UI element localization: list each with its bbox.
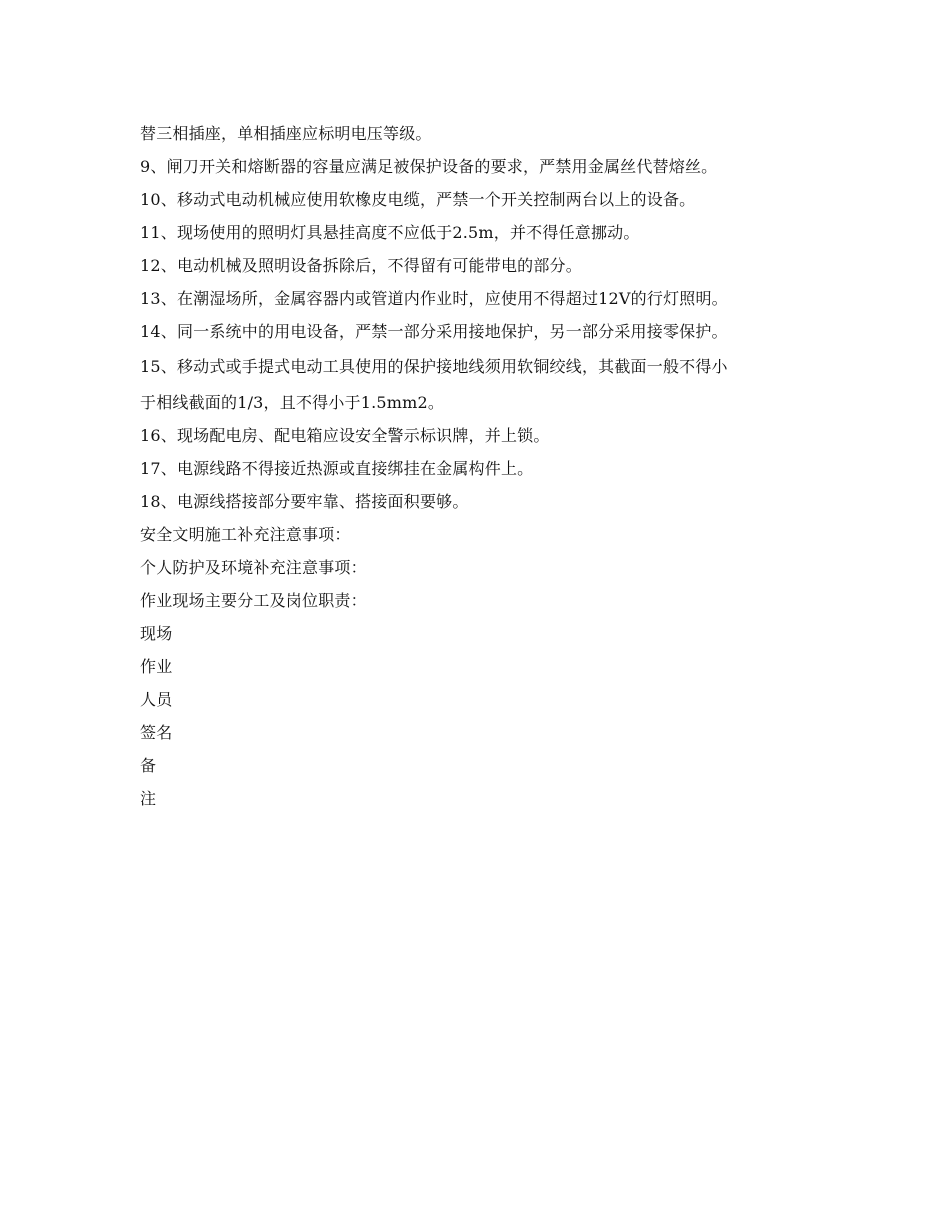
rule-item-13: 13、在潮湿场所，金属容器内或管道内作业时，应使用不得超过12V的行灯照明。 <box>140 289 728 308</box>
rule-item-17: 17、电源线路不得接近热源或直接绑挂在金属构件上。 <box>140 459 534 478</box>
text-line: 替三相插座，单相插座应标明电压等级。 <box>140 124 432 143</box>
rule-item-15-continued: 于相线截面的1/3，且不得小于1.5mm2。 <box>140 393 445 412</box>
section-heading-safety: 安全文明施工补充注意事项： <box>140 525 351 544</box>
section-heading-duties: 作业现场主要分工及岗位职责： <box>140 591 367 610</box>
rule-item-11: 11、现场使用的照明灯具悬挂高度不应低于2.5m，并不得任意挪动。 <box>140 223 640 242</box>
remarks-label-line: 注 <box>140 789 157 808</box>
rule-item-18: 18、电源线搭接部分要牢靠、搭接面积要够。 <box>140 492 469 511</box>
rule-item-10: 10、移动式电动机械应使用软橡皮电缆，严禁一个开关控制两台以上的设备。 <box>140 190 696 209</box>
signature-label-line: 作业 <box>140 657 173 676</box>
document-body <box>140 117 820 815</box>
rule-item-16: 16、现场配电房、配电箱应设安全警示标识牌，并上锁。 <box>140 426 550 445</box>
rule-item-15: 15、移动式或手提式电动工具使用的保护接地线须用软铜绞线，其截面一般不得小 <box>140 357 728 376</box>
rule-item-14: 14、同一系统中的用电设备，严禁一部分采用接地保护，另一部分采用接零保护。 <box>140 322 728 341</box>
signature-label-line: 现场 <box>140 624 173 643</box>
rule-item-12: 12、电动机械及照明设备拆除后，不得留有可能带电的部分。 <box>140 256 582 275</box>
signature-label-line: 签名 <box>140 723 173 742</box>
signature-label-line: 人员 <box>140 690 173 709</box>
remarks-label-line: 备 <box>140 756 157 775</box>
section-heading-protection: 个人防护及环境补充注意事项： <box>140 558 367 577</box>
rule-item-9: 9、闸刀开关和熔断器的容量应满足被保护设备的要求，严禁用金属丝代替熔丝。 <box>140 157 718 176</box>
